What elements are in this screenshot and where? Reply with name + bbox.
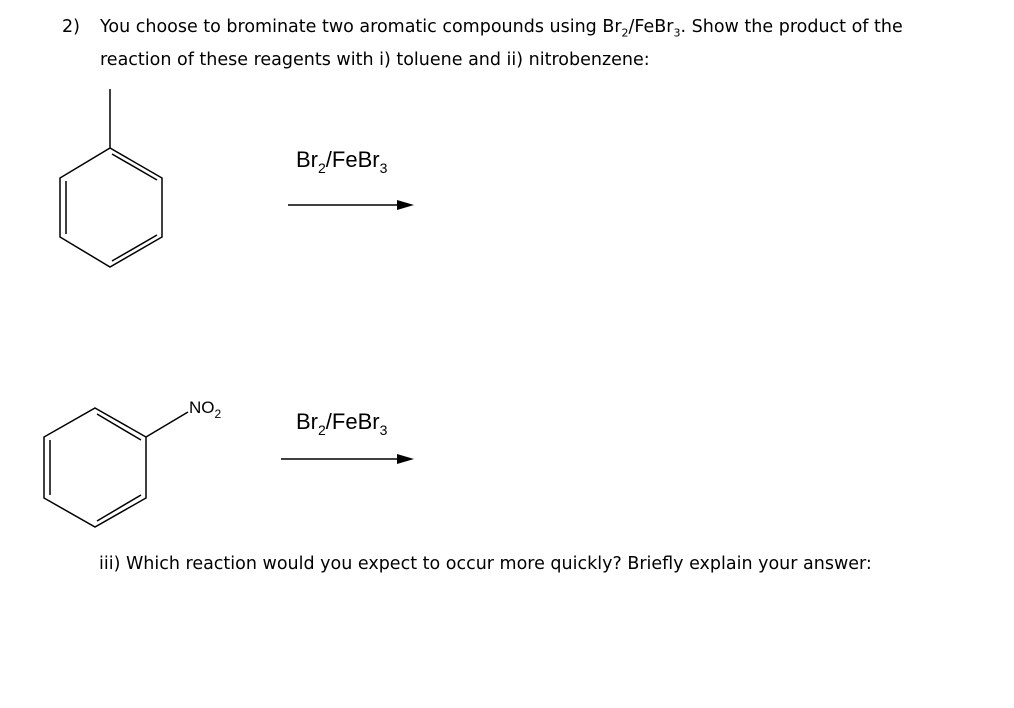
nitro-group-label [189,398,222,421]
reaction1-reagent [296,147,388,176]
question-line1-sub2: 3 [673,26,681,40]
nitrobenzene-ring [44,408,146,527]
nitro-bond [146,412,188,437]
question-number: 2) [62,17,80,37]
reaction1-arrow [288,200,414,210]
reaction1-reagent-b-sub: 3 [379,160,388,176]
toluene-double-bond-1 [112,154,157,180]
reaction1-reagent-a: Br [296,147,318,172]
reaction2-reagent-a: Br [296,409,318,434]
question-line2: reaction of these reagents with i) toluene and ii) nitrobenzene: [100,49,650,70]
nitrobenzene-structure [44,408,188,527]
followup-question: iii) Which reaction would you expect to occur more quickly? Briefly explain your answer: [99,554,872,574]
toluene-structure [60,89,162,267]
reaction2-arrow [281,454,414,464]
nitrobenzene-double-bond-1 [97,414,141,440]
reaction2-reagent-a-sub: 2 [318,422,326,438]
reaction1-reagent-a-sub: 2 [318,160,326,176]
question-line1-suffix: . Show the product of the [680,17,903,37]
toluene-double-bond-3 [112,235,157,261]
nitro-group: NO [189,398,215,417]
question-line1-prefix: You choose to brominate two aromatic compounds using Br [100,17,622,37]
question-line1-sub1: 2 [621,26,629,40]
reaction2-reagent [296,409,388,438]
reaction2-reagent-b: /FeBr [325,409,380,434]
nitrobenzene-double-bond-3 [97,495,141,521]
nitro-group-sub: 2 [214,407,222,421]
reaction2-reagent-b-sub: 3 [379,422,388,438]
question-line1-mid: /FeBr [628,17,674,37]
toluene-ring [60,148,162,267]
reaction1-reagent-b: /FeBr [325,147,380,172]
